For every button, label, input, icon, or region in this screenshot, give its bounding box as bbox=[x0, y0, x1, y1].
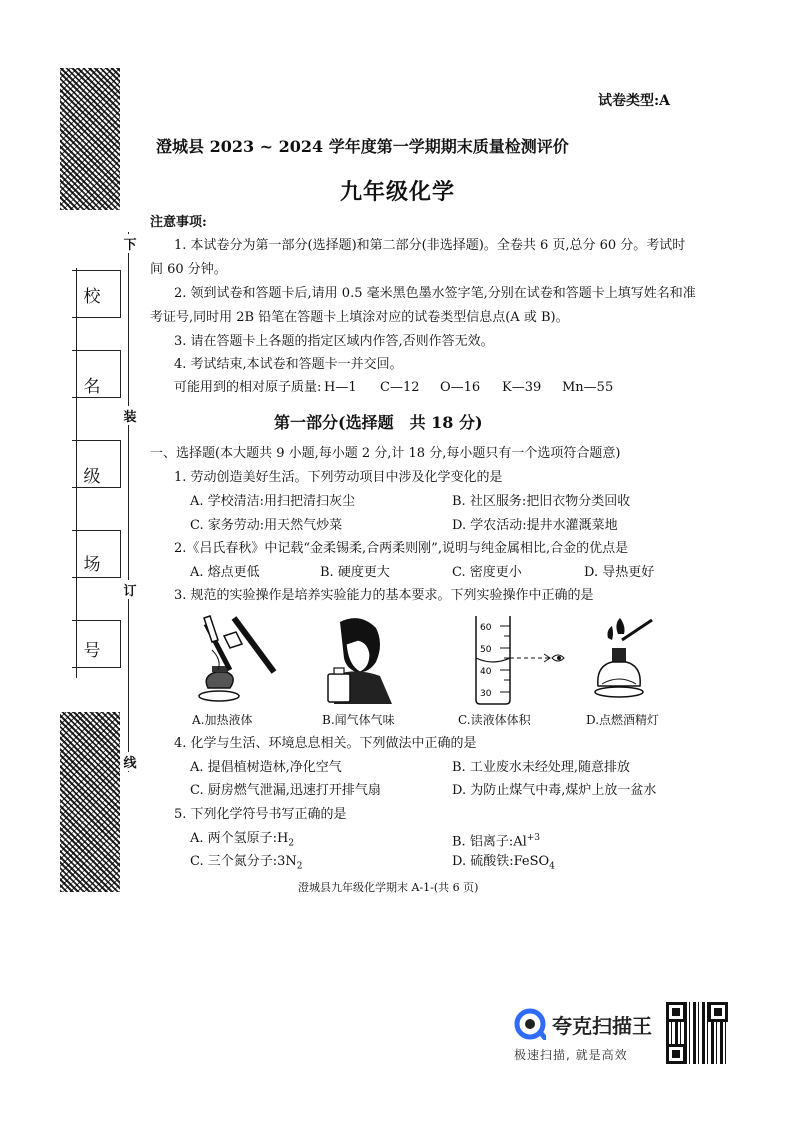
qr-finder-bottom-left bbox=[666, 1044, 686, 1064]
q5-option-b bbox=[452, 829, 540, 851]
name-field-label: 名 bbox=[83, 377, 101, 397]
binding-pattern-top bbox=[60, 68, 120, 210]
figure-caption-d: D.点燃酒精灯 bbox=[586, 713, 660, 727]
q2-option-a: A. 熔点更低 bbox=[190, 565, 260, 580]
q5-option-d-text: D. 硫酸铁:FeSO bbox=[452, 854, 550, 869]
q4-option-b: B. 工业废水未经处理,随意排放 bbox=[452, 760, 630, 775]
binding-line bbox=[128, 232, 129, 772]
q2-option-d: D. 导热更好 bbox=[584, 565, 655, 580]
binding-char-3: 订 bbox=[123, 580, 137, 599]
q2-stem: 2.《吕氏春秋》中记载“金柔锡柔,合两柔则刚”,说明与纯金属相比,合金的优点是 bbox=[174, 541, 629, 556]
scanner-brand-name: 夸克扫描王 bbox=[552, 1014, 652, 1038]
atomic-mass-k: K—39 bbox=[502, 380, 542, 395]
q1-option-a: A. 学校清洁:用扫把清扫灰尘 bbox=[190, 494, 356, 509]
q5-option-c-text: C. 三个氮分子:3N bbox=[190, 854, 297, 869]
figure-smelling-gas bbox=[318, 614, 398, 706]
q5-stem: 5. 下列化学符号书写正确的是 bbox=[174, 807, 347, 822]
q5-option-a-text: A. 两个氢原子:H bbox=[190, 831, 289, 846]
part1-title: 第一部分(选择题 共 18 分) bbox=[274, 413, 483, 432]
binding-char-4: 线 bbox=[123, 752, 137, 771]
cylinder-tick-50: 50 bbox=[480, 645, 492, 655]
binding-pattern-bottom bbox=[60, 712, 120, 892]
grade-field-label: 级 bbox=[83, 467, 101, 487]
q4-option-c: C. 厨房燃气泄漏,迅速打开排气扇 bbox=[190, 783, 381, 798]
q5-option-a-subscript: 2 bbox=[288, 838, 295, 849]
exam-subtitle: 九年级化学 bbox=[340, 180, 456, 205]
notice-heading: 注意事项: bbox=[150, 215, 207, 230]
binding-char-2: 装 bbox=[123, 406, 137, 425]
q5-option-b-text: B. 铝离子:Al bbox=[452, 834, 527, 850]
atomic-mass-o: O—16 bbox=[440, 380, 481, 395]
q5-option-c-subscript: 2 bbox=[296, 861, 303, 872]
q1-stem: 1. 劳动创造美好生活。下列劳动项目中涉及化学变化的是 bbox=[174, 470, 503, 485]
exam-room-field-label: 场 bbox=[83, 555, 101, 575]
notice-line-5: 3. 请在答题卡上各题的指定区域内作答,否则作答无效。 bbox=[174, 334, 494, 349]
q2-option-c: C. 密度更小 bbox=[452, 565, 522, 580]
atomic-mass-mn: Mn—55 bbox=[562, 380, 614, 395]
exam-title: 澄城县 2023 ~ 2024 学年度第一学期期末质量检测评价 bbox=[156, 137, 569, 156]
figure-caption-b: B.闻气体气味 bbox=[322, 713, 395, 727]
atomic-mass-c: C—12 bbox=[380, 380, 420, 395]
cylinder-tick-40: 40 bbox=[480, 667, 492, 677]
figure-caption-a: A.加热液体 bbox=[192, 713, 253, 727]
atomic-mass-h: H—1 bbox=[324, 380, 357, 395]
q3-stem: 3. 规范的实验操作是培养实验能力的基本要求。下列实验操作中正确的是 bbox=[174, 588, 594, 603]
qr-code bbox=[666, 1002, 728, 1064]
q5-option-c bbox=[190, 852, 303, 877]
school-field-label: 校 bbox=[83, 287, 101, 307]
paper-type: 试卷类型:A bbox=[598, 93, 671, 109]
figure-lighting-lamp bbox=[592, 614, 672, 706]
q1-option-c: C. 家务劳动:用天然气炒菜 bbox=[190, 518, 343, 533]
q4-option-a: A. 提倡植树造林,净化空气 bbox=[190, 760, 342, 775]
binding-char-1: 下 bbox=[123, 234, 137, 253]
scanner-logo-icon bbox=[514, 1008, 546, 1040]
q1-option-d: D. 学农活动:提井水灌溉菜地 bbox=[452, 518, 618, 533]
q5-option-a bbox=[190, 829, 294, 854]
scanner-slogan: 极速扫描, 就是高效 bbox=[514, 1048, 628, 1062]
figure-reading-volume bbox=[464, 614, 574, 706]
qr-finder-top-left bbox=[666, 1002, 686, 1022]
notice-line-1: 1. 本试卷分为第一部分(选择题)和第二部分(非选择题)。全卷共 6 页,总分 60 分。考试时 bbox=[174, 238, 686, 253]
qr-finder-top-right bbox=[708, 1002, 728, 1022]
notice-line-4: 考证号,同时用 2B 铅笔在答题卡上填涂对应的试卷类型信息点(A 或 B)。 bbox=[150, 310, 569, 325]
figure-heating-liquid bbox=[182, 610, 282, 705]
cylinder-tick-60: 60 bbox=[480, 623, 492, 633]
q4-option-d: D. 为防止煤气中毒,煤炉上放一盆水 bbox=[452, 783, 657, 798]
q2-option-b: B. 硬度更大 bbox=[320, 565, 390, 580]
q5-option-d-subscript: 4 bbox=[549, 861, 555, 872]
q4-stem: 4. 化学与生活、环境息息相关。下列做法中正确的是 bbox=[174, 736, 477, 751]
q5-option-d bbox=[452, 852, 555, 877]
q1-option-b: B. 社区服务:把旧衣物分类回收 bbox=[452, 494, 631, 509]
section1-intro: 一、选择题(本大题共 9 小题,每小题 2 分,计 18 分,每小题只有一个选项符合题意) bbox=[150, 446, 621, 461]
page-footer: 澄城县九年级化学期末 A-1-(共 6 页) bbox=[298, 881, 479, 894]
cylinder-tick-30: 30 bbox=[480, 689, 492, 699]
q5-option-b-superscript: +3 bbox=[526, 833, 541, 843]
seat-number-field-label: 号 bbox=[83, 641, 101, 661]
notice-line-2: 间 60 分钟。 bbox=[150, 262, 227, 277]
notice-line-3: 2. 领到试卷和答题卡后,请用 0.5 毫米黑色墨水签字笔,分别在试卷和答题卡上填写姓名和准 bbox=[174, 286, 696, 301]
atomic-masses-label: 可能用到的相对原子质量: bbox=[174, 380, 322, 395]
figure-caption-c: C.读液体体积 bbox=[458, 713, 531, 727]
notice-line-6: 4. 考试结束,本试卷和答题卡一并交回。 bbox=[174, 357, 403, 372]
